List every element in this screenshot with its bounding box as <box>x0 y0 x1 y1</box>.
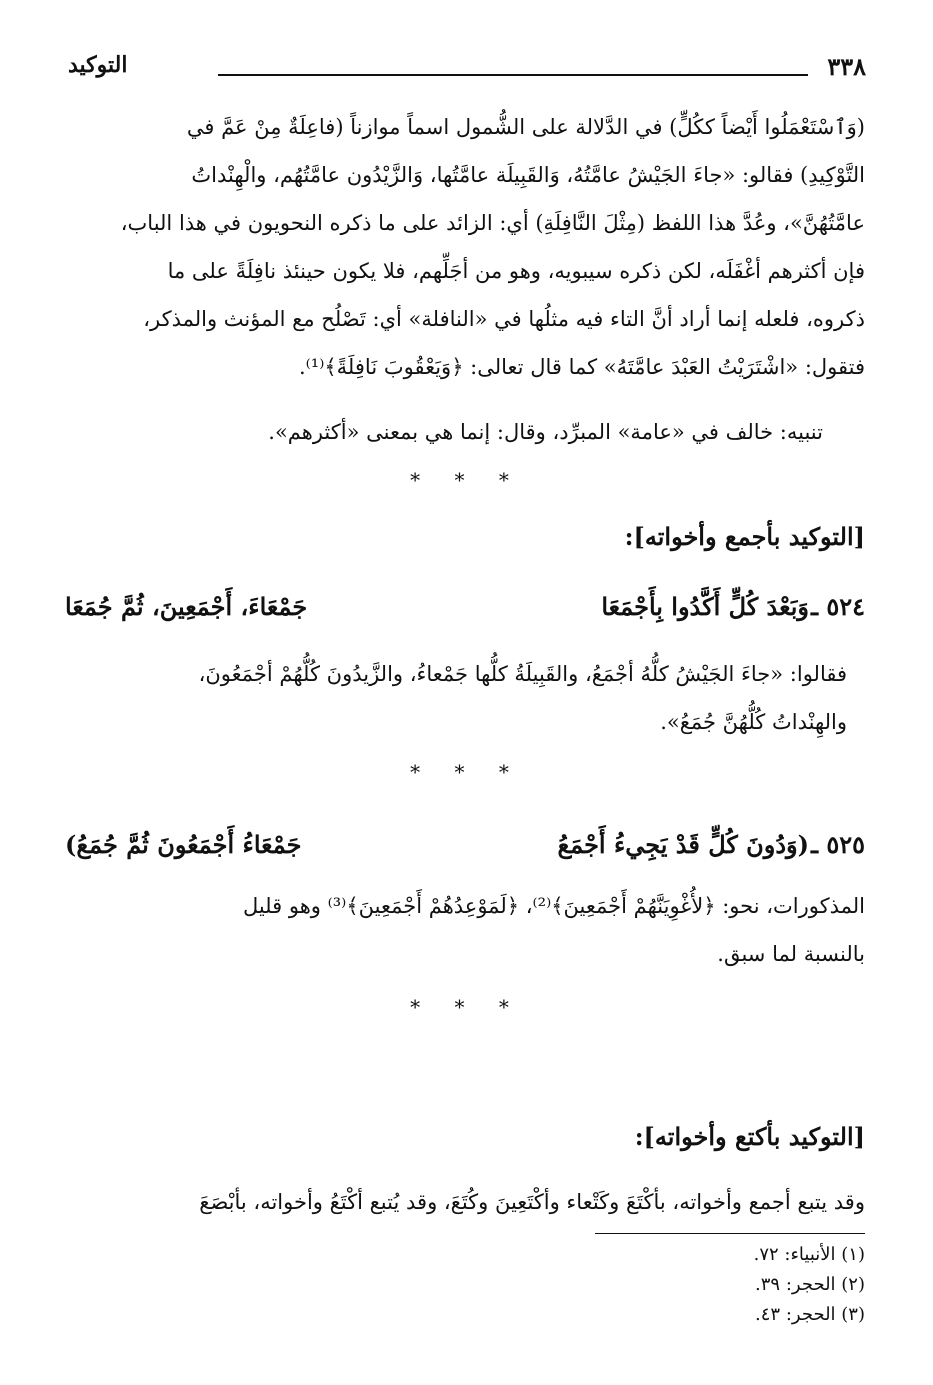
verse-525 <box>65 830 865 870</box>
text-line: ذكروه، فلعله إنما أراد أنَّ التاء فيه مثلُها في «النافلة» أي: تَصْلُح مع المؤنث والمذكر، <box>143 307 865 331</box>
footnote-1: (١) الأنبياء: ٧٢. <box>753 1244 865 1265</box>
section-divider: * * * <box>410 995 523 1019</box>
verse-number: ٥٢٤ ـ <box>810 592 865 621</box>
footnotes <box>754 1240 865 1330</box>
verse-524 <box>65 592 865 632</box>
text-line: وقد يتبع أجمع وأخواته، بأكْتَعَ وكَتْعاء وأكْتَعِينَ وكُتَعَ، وقد يُتبع أكْتَعُ وأخواته، بأبْصَعَ <box>199 1190 865 1214</box>
verse-first-hemistich: (وَدُونَ كُلٍّ قَدْ يَجِيءُ أَجْمَعُ <box>557 830 809 859</box>
note-text: تنبيه: خالف في «عامة» المبرِّد، وقال: إنما هي بمعنى «أكثرهم». <box>268 420 823 444</box>
text-line: فتقول: «اشْتَرَيْتُ العَبْدَ عامَّتَهُ» كما قال تعالى: ﴿وَيَعْقُوبَ نَافِلَةً﴾⁽¹⁾. <box>298 355 865 379</box>
verse-first-hemistich: وَبَعْدَ كُلٍّ أَكَّدُوا بِأَجْمَعَا <box>601 592 809 621</box>
paragraph-tawkid-amma <box>65 103 865 391</box>
header-rule <box>218 74 808 76</box>
section-divider: * * * <box>410 760 523 784</box>
footnote-2: (٢) الحجر: ٣٩. <box>755 1274 865 1295</box>
section-heading-ajma: [التوكيد بأجمع وأخواته]: <box>624 522 865 551</box>
text-line: بالنسبة لما سبق. <box>717 942 865 966</box>
text-line: المذكورات، نحو: ﴿لأُغْوِيَنَّهُمْ أَجْمَعِينَ﴾⁽²⁾، ﴿لَمَوْعِدُهُمْ أَجْمَعِينَ﴾⁽³⁾ وهو قليل <box>242 894 865 918</box>
text-line: فإن أكثرهم أغْفَلَه، لكن ذكره سيبويه، وهو من أجَلِّهم، فلا يكون حينئذ نافِلَةً على ما <box>167 259 865 283</box>
running-header <box>68 52 866 86</box>
text-line: فقالوا: «جاءَ الجَيْشُ كلُّهُ أجْمَعُ، والقَبِيلَةُ كلُّها جَمْعاءُ، والزَّيدُونَ كُلُّهُمْ أجْمَعُونَ، <box>198 662 847 686</box>
section-heading-aktaa: [التوكيد بأكتع وأخواته]: <box>634 1122 865 1151</box>
page-number: ٣٣٨ <box>827 52 866 81</box>
footnote-rule <box>595 1233 865 1234</box>
text-line: (وَٱسْتَعْمَلُوا أَيْضاً ككُلٍّ) في الدَّلالة على الشُّمول اسماً موازناً (فاعِلَةٌ مِنْ عَمَّ في <box>186 115 865 139</box>
verse-second-hemistich: جَمْعَاءَ، أَجْمَعِينَ، ثُمَّ جُمَعَا <box>65 592 308 621</box>
running-title: التوكيد <box>68 52 128 78</box>
text-line: عامَّتُهُنَّ»، وعُدَّ هذا اللفظ (مِثْلَ النَّافِلَةِ) أي: الزائد على ما ذكره النحويون في هذا الباب، <box>120 211 865 235</box>
note-tanbih <box>123 408 823 456</box>
footnote-3: (٣) الحجر: ٤٣. <box>755 1304 865 1325</box>
verse-second-hemistich: جَمْعَاءُ أَجْمَعُونَ ثُمَّ جُمَعُ) <box>65 830 302 859</box>
paragraph-without-kull <box>65 882 865 978</box>
paragraph-aktaa <box>65 1178 865 1226</box>
verse-number: ٥٢٥ ـ <box>810 830 865 859</box>
text-line: والهِنْداتُ كُلُّهُنَّ جُمَعُ». <box>660 710 847 734</box>
text-line: التَّوْكِيدِ) فقالو: «جاءَ الجَيْشُ عامَّتُهُ، وَالقَبِيلَة عامَّتُها، وَالزَّيْدُون عامَّتُهُم، والْهِنْداتُ <box>191 163 865 187</box>
paragraph-examples-ajma <box>65 650 847 746</box>
section-divider: * * * <box>410 468 523 492</box>
